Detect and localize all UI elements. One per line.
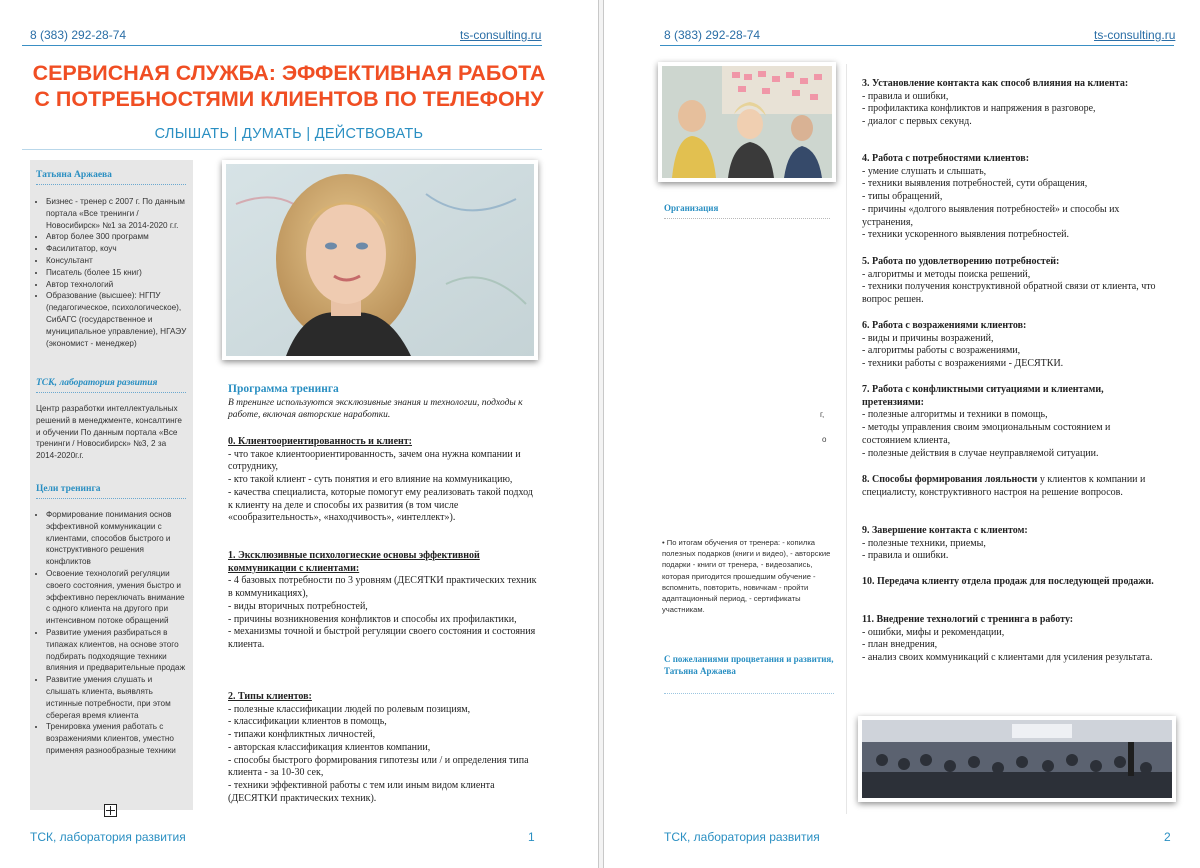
section-heading: 5. Работа по удовлетворению потребностей: — [862, 256, 1060, 267]
bonus-text: • По итогам обучения от тренера: - копилка полезных подарков (книги и видео), - авторские подарки - книги от тренера, - видеозапись, которая пригодится прошедшим обучение - вспомнить, повторить, новичкам - пройти адаптационный период, - сертификаты участникам. — [662, 538, 831, 615]
section-heading: 1. Эксклюзивные психологиеские основы эффективной коммуникации с клиентами: — [228, 550, 480, 574]
group-photo — [658, 62, 836, 182]
section-line: - 4 базовых потребности по 3 уровням (ДЕСЯТКИ практических техник в коммуникациях), — [228, 575, 537, 600]
goal-item: • Развитие умения разбираться в типажах клиентов, на основе этого подбирать подходящие техники влияния и предварительные продаж — [46, 627, 188, 674]
header-rule — [660, 45, 1174, 46]
trainer-photo-image — [226, 164, 534, 356]
subtitle-rule — [22, 149, 542, 150]
section-line: - техники выявления потребностей, сути обращения, — [862, 178, 1088, 190]
header-site-link[interactable]: ts-consulting.ru — [1094, 28, 1176, 42]
conference-photo-image — [862, 720, 1172, 798]
page-number: 2 — [1164, 830, 1171, 844]
trainer-item: • Фасилитатор, коуч — [46, 243, 188, 255]
page-subtitle: СЛЫШАТЬ | ДУМАТЬ | ДЕЙСТВОВАТЬ — [154, 126, 424, 142]
goal-item: • Освоение технологий регуляции своего состояния, умения быстро и эффективно переключать внимание с одного клиента на другого при интенсивном потоке обращений — [46, 568, 188, 627]
column-divider — [846, 64, 847, 814]
stray-text: о — [822, 435, 827, 444]
trainer-photo — [222, 160, 538, 360]
program-section — [862, 153, 1162, 242]
goal-item: • Развитие умения слушать и слышать клиента, выявлять истинные потребности, при этом сберегая время клиента — [46, 674, 188, 721]
goal-item: • Тренировка умения работать с возражениями клиентов, уместно применяя разнообразные техники — [46, 721, 188, 756]
plus-box-icon[interactable] — [104, 804, 117, 817]
program-section — [862, 78, 1162, 129]
section-line: - методы управления своим эмоциональным состоянием и состоянием клиента, — [862, 422, 1111, 446]
program-section — [228, 691, 540, 805]
section-line: - ошибки, мифы и рекомендации, — [862, 626, 1005, 638]
program-section — [862, 474, 1162, 499]
section-heading: 8. Способы формирования лояльности — [862, 474, 1038, 485]
section-line: - типажи конфликтных личностей, — [228, 729, 376, 741]
section-line: - алгоритмы работы с возражениями, — [862, 345, 1021, 357]
goals-heading: Цели тренинга — [36, 484, 186, 499]
org-rule — [664, 218, 830, 219]
section-heading: 2. Типы клиентов: — [228, 691, 312, 702]
header-rule — [22, 45, 542, 46]
trainer-item: • Автор более 300 программ — [46, 231, 188, 243]
section-line: - алгоритмы и методы поиска решений, — [862, 268, 1031, 280]
section-line: - техники ускоренного выявления потребностей. — [862, 229, 1070, 241]
program-title: Программа тренинга — [228, 383, 339, 395]
section-line: - полезные техники, приемы, — [862, 537, 986, 549]
org-heading: ТСК, лаборатория развития — [36, 378, 186, 393]
section-line: - план внедрения, — [862, 639, 938, 651]
header-site-link[interactable]: ts-consulting.ru — [460, 28, 542, 42]
section-line: - классификации клиентов в помощь, — [228, 716, 387, 728]
program-section — [862, 256, 1162, 307]
section-heading: 9. Завершение контакта с клиентом: — [862, 525, 1028, 536]
section-line: - кто такой клиент - суть понятия и его влияние на коммуникацию, — [228, 474, 513, 486]
footer-org: ТСК, лаборатория развития — [664, 830, 820, 844]
section-line: - виды вторичных потребностей, — [228, 600, 368, 612]
section-line: - способы быстрого формирования гипотезы или / и определения типа клиента - за 10-30 сек, — [228, 754, 529, 779]
wish-text: С пожеланиями процветания и развития, Татьяна Аржаева — [664, 654, 834, 676]
group-photo-image — [662, 66, 832, 178]
footer-org: ТСК, лаборатория развития — [30, 830, 186, 844]
page-number: 1 — [528, 830, 535, 844]
section-line: - полезные действия в случае неуправляемой ситуации. — [862, 447, 1099, 459]
program-section — [862, 525, 1162, 563]
section-line: - типы обращений, — [862, 191, 943, 203]
trainer-list — [34, 196, 188, 349]
trainer-name: Татьяна Аржаева — [36, 170, 186, 185]
program-section — [862, 614, 1162, 665]
section-line: - техники эффективной работы с тем или иным видом клиента (ДЕСЯТКИ практических техник). — [228, 779, 495, 804]
trainer-item: • Автор технологий — [46, 279, 188, 291]
page-title: СЕРВИСНАЯ СЛУЖБА: ЭФФЕКТИВНАЯ РАБОТА С ПОТРЕБНОСТЯМИ КЛИЕНТОВ ПО ТЕЛЕФОНУ — [32, 61, 546, 111]
wish-rule — [664, 693, 834, 694]
section-line: - полезные алгоритмы и техники в помощь, — [862, 409, 1048, 421]
section-line: - анализ своих коммуникаций с клиентами для усиления результата. — [862, 652, 1153, 664]
section-line: - причины возникновения конфликтов и способы их профилактики, — [228, 613, 517, 625]
section-heading: 0. Клиентоориентированность и клиент: — [228, 436, 413, 447]
conference-photo — [858, 716, 1176, 802]
section-line: - правила и ошибки, — [862, 90, 949, 102]
trainer-item: • Писатель (более 15 книг) — [46, 267, 188, 279]
section-line: - механизмы точной и быстрой регуляции своего состояния и состояния клиента. — [228, 626, 536, 650]
section-tail: у клиентов к компании и специалисту, конструктивного настроя на решение вопросов. — [862, 474, 1146, 498]
section-line: - умение слушать и слышать, — [862, 165, 987, 177]
section-heading: 10. Передача клиенту отдела продаж для последующей продажи. — [862, 576, 1154, 587]
trainer-item: • Бизнес - тренер с 2007 г. По данным портала «Все тренинги / Новосибирск» №1 за 2014-2020 г.г. — [46, 196, 188, 231]
section-line: - техники работы с возражениями - ДЕСЯТКИ. — [862, 358, 1064, 370]
program-lead: В тренинге используются эксклюзивные знания и технологии, подходы к работе, включая авторские наработки. — [228, 398, 523, 420]
org-text: Центр разработки интеллектуальных решений в менеджменте, консалтинге и обучении По данным портала «Все тренинги / Новосибирск» №3, 2 за 2014-2020г.г. — [36, 404, 182, 461]
section-line: - что такое клиентоориентированность, зачем она нужна компании и сотруднику, — [228, 448, 521, 473]
section-heading: 11. Внедрение технологий с тренинга в работу: — [862, 614, 1074, 625]
program-section — [862, 576, 1162, 589]
section-line: - профилактика конфликтов и напряжения в разговоре, — [862, 103, 1096, 115]
section-line: - качества специалиста, которые помогут ему реализовать такой подход к клиенту на деле и способы их развития (в том числе «сообразительность», «находчивость», «интеллект»). — [228, 486, 533, 524]
sidebar — [30, 160, 193, 810]
section-heading: 3. Установление контакта как способ влияния на клиента: — [862, 78, 1129, 89]
section-line: - виды и причины возражений, — [862, 332, 994, 344]
section-line: - полезные классификации людей по ролевым позициям, — [228, 703, 471, 715]
program-section — [228, 436, 540, 525]
page-2 — [604, 0, 1200, 868]
trainer-item: • Образование (высшее): НГПУ (педагогическое, психологическое), СибАГС (государственное и муниципальное управление), НГАЭУ (экономист - менеджер) — [46, 290, 188, 349]
section-line: - авторская классификация клиентов компании, — [228, 741, 431, 753]
section-line: - техники получения конструктивной обратной связи от клиента, что вопрос решен. — [862, 281, 1156, 306]
program-section — [862, 384, 1162, 460]
page-1 — [0, 0, 598, 868]
program-section — [228, 550, 540, 652]
section-heading: 4. Работа с потребностями клиентов: — [862, 153, 1030, 164]
section-line: - причины «долгого выявления потребностей» и способы их устранения, — [862, 203, 1120, 228]
org-heading: Организация — [664, 203, 719, 213]
section-line: - диалог с первых секунд. — [862, 116, 972, 128]
stray-text: г, — [820, 410, 825, 419]
header-phone: 8 (383) 292-28-74 — [664, 28, 761, 42]
goals-list — [34, 509, 188, 757]
program-section — [862, 320, 1162, 371]
section-heading: 7. Работа с конфликтными ситуациями и клиентами, претензиями: — [862, 384, 1104, 408]
header-phone: 8 (383) 292-28-74 — [30, 28, 127, 42]
goal-item: • Формирование понимания основ эффективной коммуникации с клиентами, способов быстрого и конструктивного решения конфликтов — [46, 509, 188, 568]
section-heading: 6. Работа с возражениями клиентов: — [862, 320, 1027, 331]
trainer-item: • Консультант — [46, 255, 188, 267]
section-line: - правила и ошибки. — [862, 550, 949, 562]
